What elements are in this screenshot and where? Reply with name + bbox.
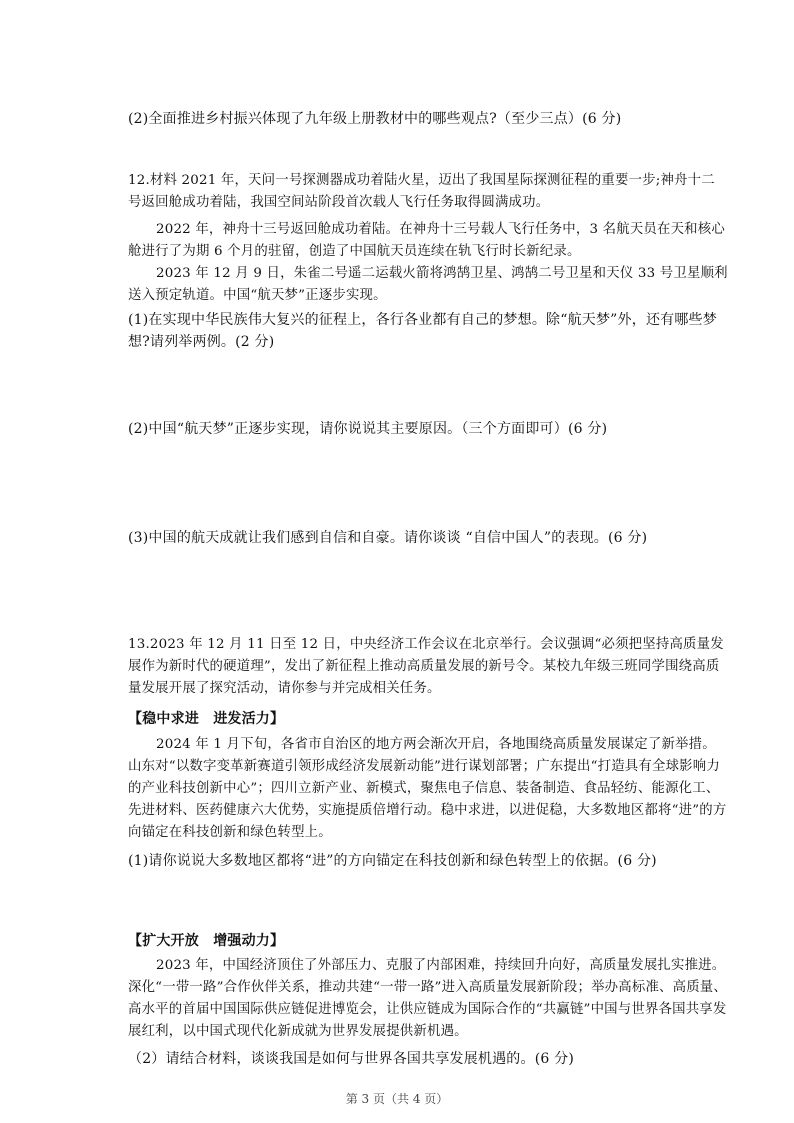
q13-part2-question: （2）请结合材料，谈谈我国是如何与世界各国共享发展机遇的。(6 分) (128, 1051, 574, 1067)
q12-part1-question: (1)在实现中华民族伟大复兴的征程上，各行各业都有自己的梦想。除“航天梦”外，还有哪些梦想?请列举两例。(2 分) (128, 312, 717, 350)
q12-material-paragraph-1: 12.材料 2021 年，天问一号探测器成功着陆火星，迈出了我国星际探测征程的重要一步;神舟十二号返回舱成功着陆，我国空间站阶段首次载人飞行任务取得圆满成功。 (128, 173, 715, 210)
q13-section2-text: 2023 年，中国经济顶住了外部压力、克服了内部困难，持续回升向好，高质量发展扎实推进。深化“一带一路”合作伙伴关系，推动共建“一带一路”进入高质量发展新阶段；举办高标准、高质量、高水平的首届中国国际供应链促进博览会，让供应链成为国际合作的“共赢链”中国与世界各国共享发展红利，以中国式现代化新成就为世界发展提供新机遇。 (128, 958, 727, 1039)
q13-intro: 13.2023 年 12 月 11 日至 12 日，中央经济工作会议在北京举行。会议强调“必须把坚持高质量发展作为新时代的硬道理”，发出了新征程上推动高质量发展的新号令。某校九年级三班同学围绕高质量发展开展了探究活动，请你参与并完成相关任务。 (128, 637, 724, 696)
q12-part3-question: (3)中国的航天成就让我们感到自信和自豪。请你谈谈 “自信中国人”的表现。(6 分) (128, 530, 648, 546)
page-footer: 第 3 页（共 4 页） (345, 1092, 449, 1106)
q12-part2-question: (2)中国“航天梦”正逐步实现，请你说说其主要原因。（三个方面即可）(6 分) (128, 421, 608, 437)
q13-section2-title: 【扩大开放 增强动力】 (128, 933, 285, 949)
q11-part2-question: (2)全面推进乡村振兴体现了九年级上册教材中的哪些观点?（至少三点）(6 分) (128, 111, 622, 127)
q13-section1-text: 2024 年 1 月下旬，各省市自治区的地方两会渐次开启，各地围绕高质量发展谋定了新举措。山东对“以数字变革新赛道引领形成经济发展新动能”进行谋划部署；广东提出“打造具有全球影响力的产业科技创新中心”；四川立新产业、新模式，聚焦电子信息、装备制造、食品轻纺、能源化工、先进材料、医药健康六大优势，实施提质倍增行动。稳中求进，以进促稳，大多数地区都将“进”的方向锚定在科技创新和绿色转型上。 (128, 737, 727, 840)
q13-part1-question: (1)请你说说大多数地区都将“进”的方向锚定在科技创新和绿色转型上的依据。(6 分) (128, 853, 657, 869)
q12-material-paragraph-3: 2023 年 12 月 9 日，朱雀二号遥二运载火箭将鸿鹄卫星、鸿鹄二号卫星和天仪 33 号卫星顺利送入预定轨道。中国“航天梦”正逐步实现。 (128, 266, 728, 303)
q13-section1-title: 【稳中求进 进发活力】 (128, 711, 285, 727)
q12-material-paragraph-2: 2022 年，神舟十三号返回舱成功着陆。在神舟十三号载人飞行任务中，3 名航天员在天和核心舱进行了为期 6 个月的驻留，创造了中国航天员连续在轨飞行时长新纪录。 (128, 222, 725, 259)
